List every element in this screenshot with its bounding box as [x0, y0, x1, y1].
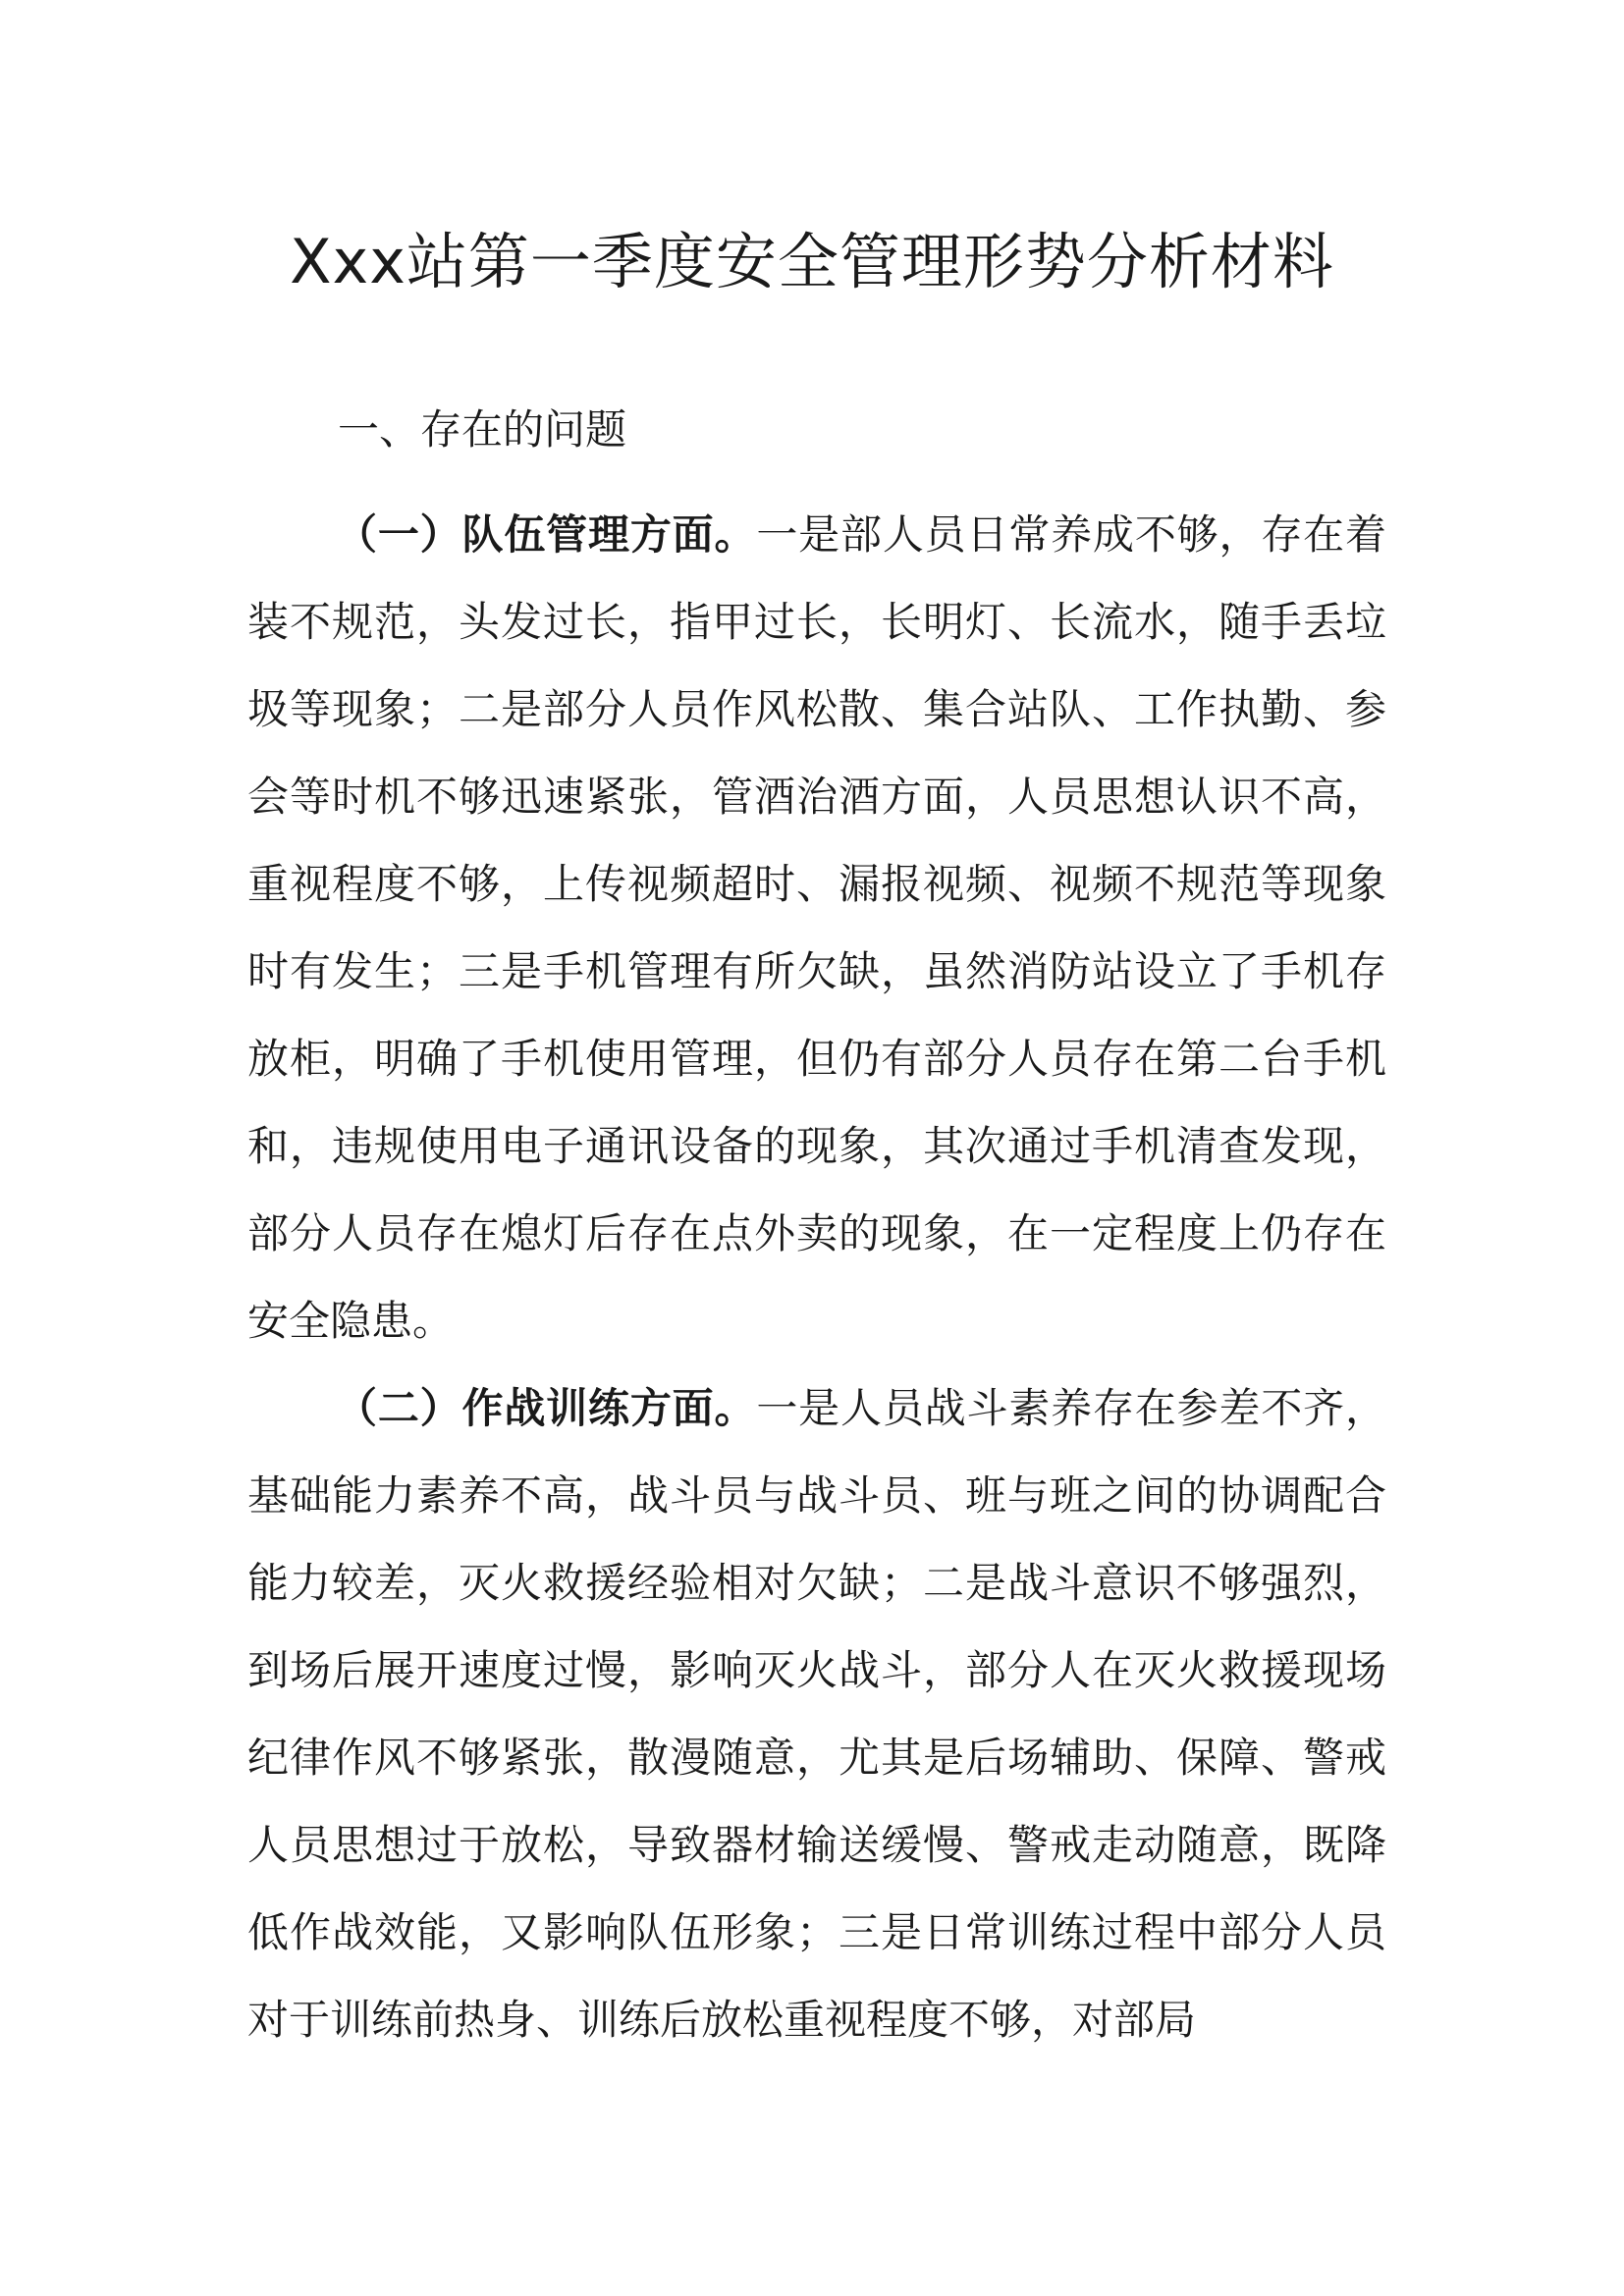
paragraph-combat-training: [247, 1364, 1386, 2063]
paragraph-team-management: [247, 491, 1386, 1364]
paragraph-text: 一是部人员日常养成不够，存在着装不规范，头发过长，指甲过长，长明灯、长流水，随手丢垃圾等现象；二是部分人员作风松散、集合站队、工作执勤、参会等时机不够迅速紧张，管酒治酒方面，人员思想认识不高，重视程度不够，上传视频超时、漏报视频、视频不规范等现象时有发生；三是手机管理有所欠缺，虽然消防站设立了手机存放柜，明确了手机使用管理，但仍有部分人员存在第二台手机和，违规使用电子通讯设备的现象，其次通过手机清查发现，部分人员存在熄灯后存在点外卖的现象，在一定程度上仍存在安全隐患。: [247, 510, 1386, 1345]
paragraph-text: 一是人员战斗素养存在参差不齐，基础能力素养不高，战斗员与战斗员、班与班之间的协调配合能力较差，灭火救援经验相对欠缺；二是战斗意识不够强烈，到场后展开速度过慢，影响灭火战斗，部分人在灭火救援现场纪律作风不够紧张，散漫随意，尤其是后场辅助、保障、警戒人员思想过于放松，导致器材输送缓慢、警戒走动随意，既降低作战效能，又影响队伍形象；三是日常训练过程中部分人员对于训练前热身、训练后放松重视程度不够，对部局: [247, 1384, 1386, 2044]
paragraph-lead: （一）队伍管理方面。: [336, 510, 757, 559]
document-title: Xxx站第一季度安全管理形势分析材料: [290, 226, 1334, 297]
paragraph-lead: （二）作战训练方面。: [336, 1384, 757, 1432]
section-heading: 一、存在的问题: [338, 405, 627, 454]
